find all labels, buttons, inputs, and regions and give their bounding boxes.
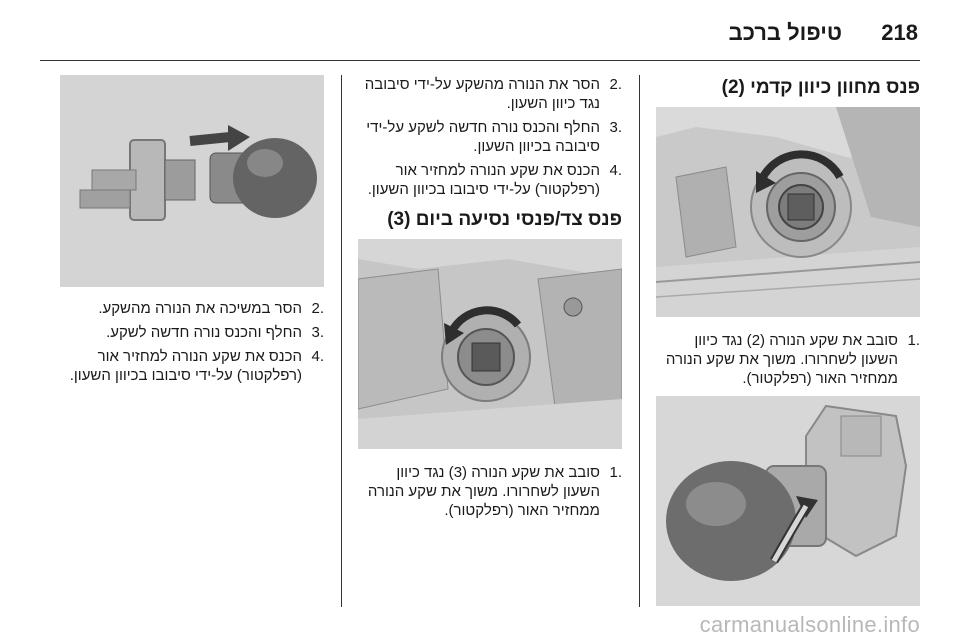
middle-steps-bottom xyxy=(358,463,622,520)
left-column xyxy=(60,75,324,390)
column-divider-left xyxy=(341,75,342,607)
column-divider-right xyxy=(639,75,640,607)
right-column xyxy=(656,75,920,606)
middle-steps-top xyxy=(358,75,622,199)
page-number: 218 xyxy=(881,20,918,45)
list-item: 1. סובב את שקע הנורה (2) נגד כיוון השעון לשחרורו. משוך את שקע הנורה ממחזיר האור (רפלקטור). xyxy=(665,332,920,387)
header-divider xyxy=(40,60,920,61)
section-title-side-daytime: פנס צד/פנסי נסיעה ביום (3) xyxy=(387,209,622,230)
figure-front-indicator-socket xyxy=(656,107,920,317)
list-item: 2. הסר במשיכה את הנורה מהשקע. xyxy=(98,300,324,317)
list-item: 4. הכנס את שקע הנורה למחזיר אור (רפלקטור) על-ידי סיבובו בכיוון השעון. xyxy=(69,348,324,384)
page-title: טיפול ברכב xyxy=(728,20,842,45)
figure-front-indicator-bulb xyxy=(656,396,920,606)
section-title-front-indicator: פנס מחוון כיוון קדמי (2) xyxy=(721,77,920,98)
list-item: 3. החלף והכנס נורה חדשה לשקע על-ידי סיבובה בכיוון השעון. xyxy=(366,119,622,155)
page-header xyxy=(0,0,960,60)
list-item: 3. החלף והכנס נורה חדשה לשקע. xyxy=(106,324,324,341)
left-steps-list xyxy=(60,299,324,385)
figure-bulb-removal xyxy=(60,75,324,287)
list-item: 1. סובב את שקע הנורה (3) נגד כיוון השעון לשחרורו. משוך את שקע הנורה ממחזיר האור (רפלקטור). xyxy=(367,464,622,519)
list-item: 2. הסר את הנורה מהשקע על-ידי סיבובה נגד כיוון השעון. xyxy=(364,76,622,112)
middle-column xyxy=(358,75,622,525)
figure-side-light-socket xyxy=(358,239,622,449)
watermark: carmanualsonline.info xyxy=(699,612,920,637)
list-item: 4. הכנס את שקע הנורה למחזיר אור (רפלקטור) על-ידי סיבובו בכיוון השעון. xyxy=(367,162,622,198)
right-steps-list xyxy=(656,331,920,388)
